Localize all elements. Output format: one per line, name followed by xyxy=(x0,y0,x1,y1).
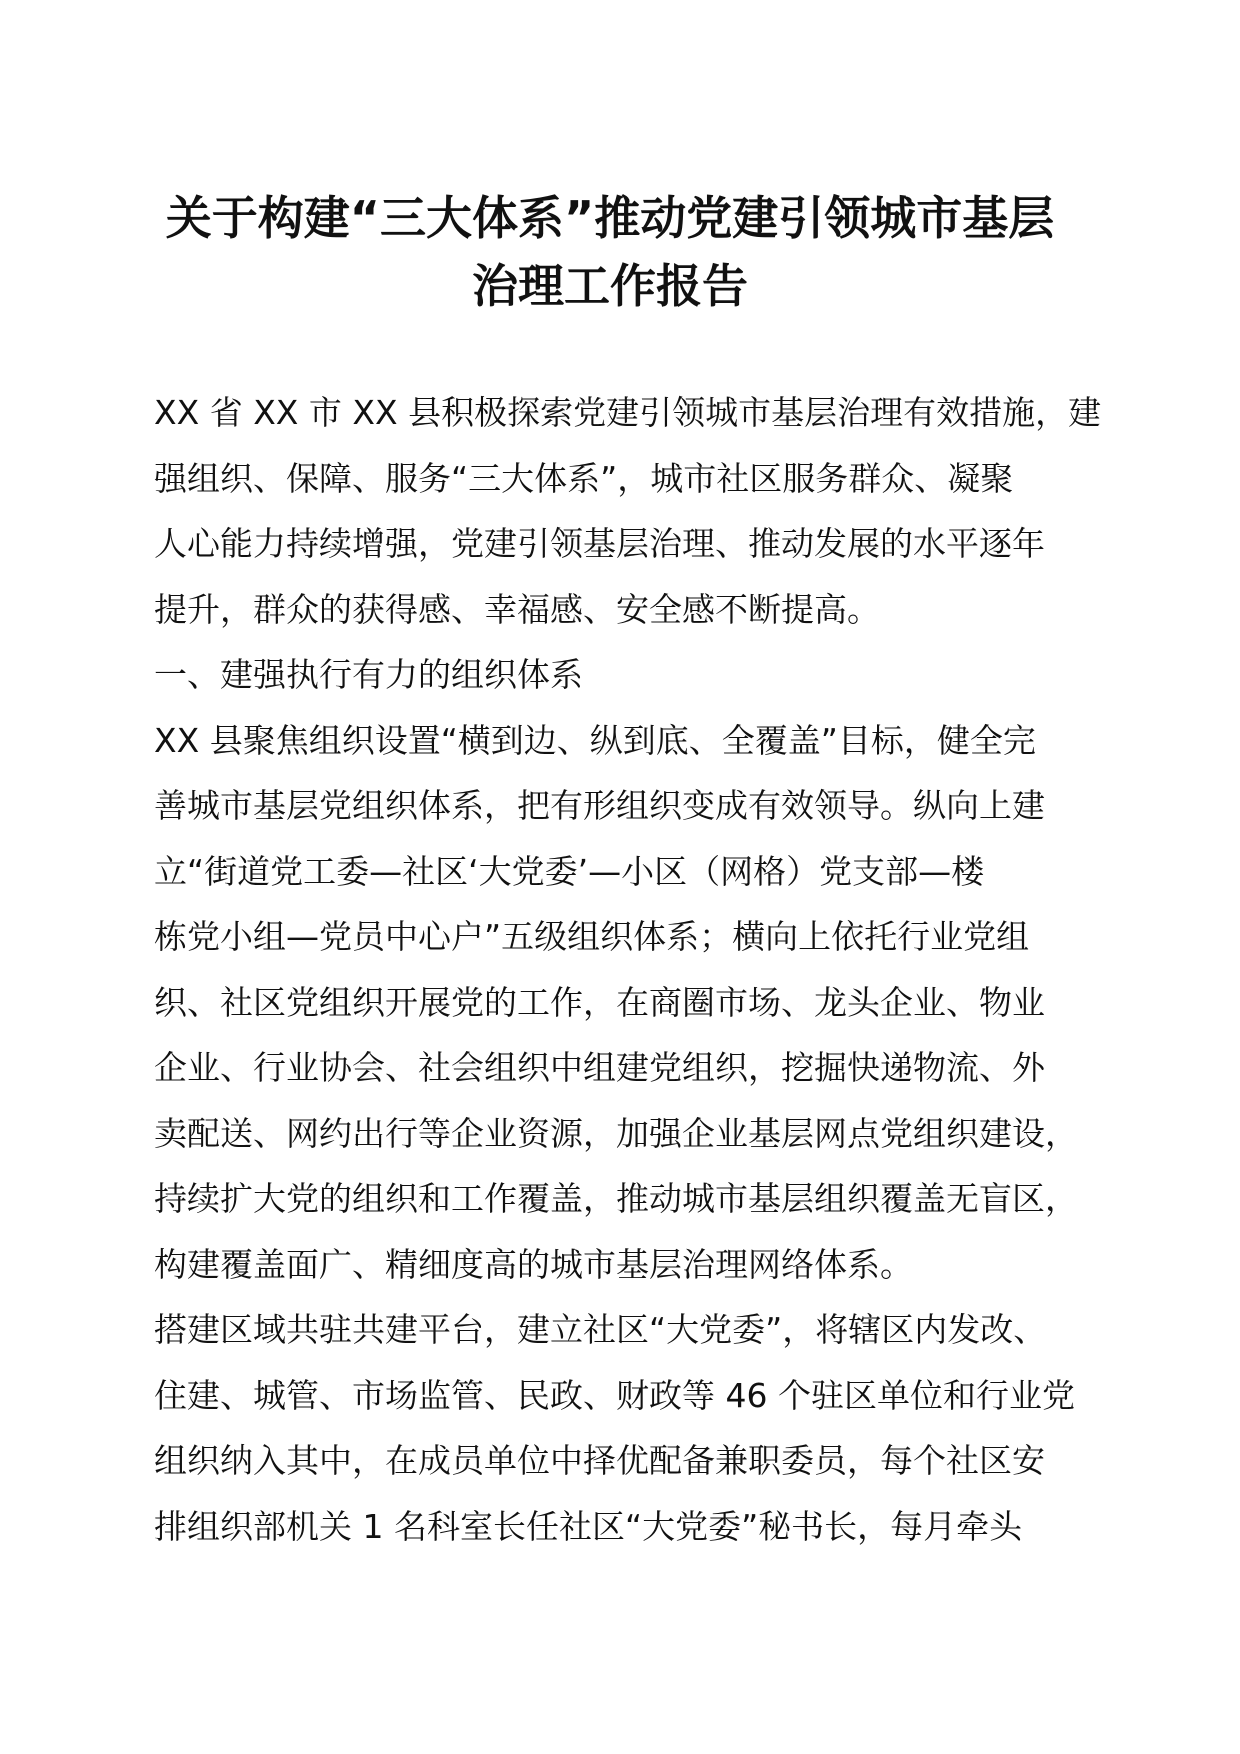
body-line: 搭建区域共驻共建平台，建立社区“大党委”，将辖区内发改、 xyxy=(154,1310,1047,1349)
body-line: 强组织、保障、服务“三大体系”，城市社区服务群众、凝聚 xyxy=(154,458,1014,498)
body-line: 栋党小组—党员中心户”五级组织体系；横向上依托行业党组 xyxy=(154,917,1030,956)
body-line: 提升，群众的获得感、幸福感、安全感不断提高。 xyxy=(154,589,880,629)
section-heading: 一、建强执行有力的组织体系 xyxy=(154,655,583,694)
body-line: 组织纳入其中，在成员单位中择优配备兼职委员，每个社区安 xyxy=(154,1441,1045,1480)
document-title xyxy=(140,184,1080,320)
document-body xyxy=(154,380,1102,1559)
body-line: 企业、行业协会、社会组织中组建党组织，挖掘快递物流、外 xyxy=(154,1048,1045,1087)
body-line: 立“街道党工委—社区‘大党委’—小区（网格）党支部—楼 xyxy=(154,851,985,891)
body-line: 排组织部机关 1 名科室长任社区“大党委”秘书长，每月牵头 xyxy=(154,1506,1023,1546)
body-line: 卖配送、网约出行等企业资源，加强企业基层网点党组织建设， xyxy=(154,1113,1078,1153)
body-line: 织、社区党组织开展党的工作，在商圈市场、龙头企业、物业 xyxy=(154,982,1045,1022)
body-line: 构建覆盖面广、精细度高的城市基层治理网络体系。 xyxy=(154,1244,913,1284)
body-line: 住建、城管、市场监管、民政、财政等 46 个驻区单位和行业党 xyxy=(154,1375,1075,1415)
body-line: XX 县聚焦组织设置“横到边、纵到底、全覆盖”目标，健全完 xyxy=(154,720,1036,760)
title-line-2: 治理工作报告 xyxy=(472,259,748,313)
body-line: 善城市基层党组织体系，把有形组织变成有效领导。纵向上建 xyxy=(154,786,1045,825)
body-line: 人心能力持续增强，党建引领基层治理、推动发展的水平逐年 xyxy=(154,524,1045,563)
title-line-1: 关于构建“三大体系”推动党建引领城市基层 xyxy=(165,191,1055,245)
body-line: 持续扩大党的组织和工作覆盖，推动城市基层组织覆盖无盲区， xyxy=(154,1179,1078,1218)
body-line: XX 省 XX 市 XX 县积极探索党建引领城市基层治理有效措施，建 xyxy=(154,393,1102,432)
